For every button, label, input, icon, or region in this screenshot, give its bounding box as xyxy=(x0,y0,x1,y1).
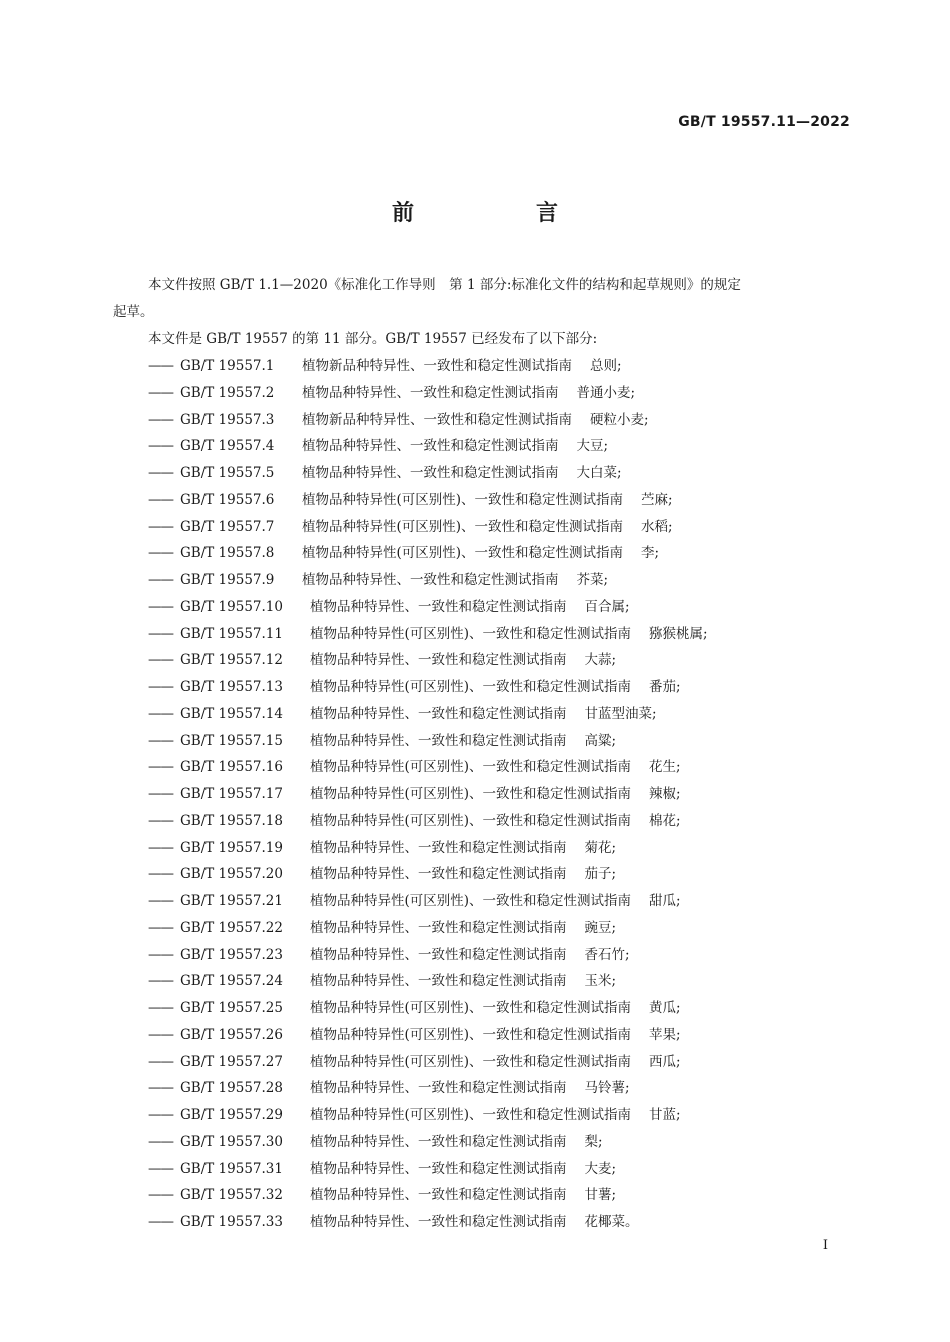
part-crop: 苹果; xyxy=(649,1026,681,1043)
list-dash: —— xyxy=(148,679,173,695)
part-title: 植物品种特异性、一致性和稳定性测试指南 xyxy=(310,705,567,722)
part-crop: 大蒜; xyxy=(584,652,617,669)
part-list-item xyxy=(148,1156,708,1183)
part-crop: 甘薯; xyxy=(584,1187,617,1204)
paragraph-line: 本文件按照 GB/T 1.1—2020《标准化工作导则 第 1 部分:标准化文件的结构和起草规则》的规定 xyxy=(148,277,741,293)
part-list-item xyxy=(148,433,708,460)
list-dash: —— xyxy=(148,1026,173,1043)
part-list-item xyxy=(148,353,708,380)
part-title: 植物品种特异性、一致性和稳定性测试指南 xyxy=(310,1187,567,1204)
part-code: GB/T 19557.27 xyxy=(180,1053,283,1070)
part-list-item xyxy=(148,728,708,755)
part-code: GB/T 19557.2 xyxy=(180,384,275,401)
part-list-item xyxy=(148,1209,708,1236)
part-title: 植物品种特异性、一致性和稳定性测试指南 xyxy=(310,919,567,936)
list-dash: —— xyxy=(148,625,173,642)
list-dash: —— xyxy=(148,866,173,883)
list-dash: —— xyxy=(148,919,173,936)
part-code: GB/T 19557.31 xyxy=(180,1160,283,1177)
part-list-item xyxy=(148,1129,708,1156)
part-list-item xyxy=(148,835,708,862)
part-crop: 水稻; xyxy=(641,518,673,535)
part-code: GB/T 19557.17 xyxy=(180,786,283,802)
part-code: GB/T 19557.25 xyxy=(180,1000,283,1016)
list-dash: —— xyxy=(148,946,173,963)
list-dash: —— xyxy=(148,732,173,749)
part-code: GB/T 19557.23 xyxy=(180,946,283,963)
part-code: GB/T 19557.18 xyxy=(180,812,283,829)
part-list-item xyxy=(148,1075,708,1102)
part-crop: 甘蓝; xyxy=(649,1107,681,1123)
part-list-item xyxy=(148,540,708,567)
part-code: GB/T 19557.8 xyxy=(180,545,275,562)
part-list-item xyxy=(148,995,708,1022)
part-code: GB/T 19557.13 xyxy=(180,679,283,695)
list-dash: —— xyxy=(148,384,173,401)
part-title: 植物品种特异性(可区别性)、一致性和稳定性测试指南 xyxy=(310,625,632,642)
paragraph-line: 起草。 xyxy=(113,303,154,320)
part-list-item xyxy=(148,942,708,969)
part-list-item xyxy=(148,915,708,942)
part-title: 植物品种特异性(可区别性)、一致性和稳定性测试指南 xyxy=(310,1026,632,1043)
list-dash: —— xyxy=(148,411,173,428)
part-code: GB/T 19557.3 xyxy=(180,411,275,428)
part-crop: 番茄; xyxy=(649,679,681,695)
part-crop: 马铃薯; xyxy=(584,1080,630,1097)
part-list-item xyxy=(148,647,708,674)
list-dash: —— xyxy=(148,705,173,722)
part-code: GB/T 19557.14 xyxy=(180,705,283,722)
list-dash: —— xyxy=(148,652,173,669)
part-list-item xyxy=(148,674,708,701)
part-code: GB/T 19557.24 xyxy=(180,973,283,990)
part-title: 植物品种特异性、一致性和稳定性测试指南 xyxy=(302,384,559,401)
part-title: 植物品种特异性、一致性和稳定性测试指南 xyxy=(310,839,567,856)
part-list-item xyxy=(148,567,708,594)
page-number: I xyxy=(822,1238,828,1253)
part-title: 植物品种特异性、一致性和稳定性测试指南 xyxy=(310,652,567,669)
part-title: 植物品种特异性、一致性和稳定性测试指南 xyxy=(310,1133,567,1150)
part-list-item xyxy=(148,621,708,648)
list-dash: —— xyxy=(148,1080,173,1097)
part-code: GB/T 19557.30 xyxy=(180,1133,283,1150)
part-code: GB/T 19557.29 xyxy=(180,1107,283,1123)
part-title: 植物品种特异性(可区别性)、一致性和稳定性测试指南 xyxy=(302,518,624,535)
part-code: GB/T 19557.28 xyxy=(180,1080,283,1097)
parts-list xyxy=(148,353,708,1236)
part-title: 植物品种特异性(可区别性)、一致性和稳定性测试指南 xyxy=(310,1000,632,1016)
part-crop: 梨; xyxy=(584,1133,603,1150)
list-dash: —— xyxy=(148,1053,173,1070)
part-title: 植物品种特异性(可区别性)、一致性和稳定性测试指南 xyxy=(310,1053,632,1070)
part-crop: 辣椒; xyxy=(649,786,681,802)
list-dash: —— xyxy=(148,1214,173,1230)
part-title: 植物品种特异性、一致性和稳定性测试指南 xyxy=(310,1080,567,1097)
list-dash: —— xyxy=(148,1187,173,1204)
list-dash: —— xyxy=(148,812,173,829)
list-dash: —— xyxy=(148,786,173,802)
paragraph-drafting-rules xyxy=(113,272,851,325)
part-code: GB/T 19557.12 xyxy=(180,652,283,669)
list-dash: —— xyxy=(148,1160,173,1177)
part-crop: 玉米; xyxy=(584,973,617,990)
part-crop: 香石竹; xyxy=(584,946,630,963)
part-list-item xyxy=(148,754,708,781)
list-dash: —— xyxy=(148,1133,173,1150)
part-title: 植物品种特异性、一致性和稳定性测试指南 xyxy=(310,946,567,963)
part-title: 植物新品种特异性、一致性和稳定性测试指南 xyxy=(302,358,572,374)
part-crop: 花生; xyxy=(649,759,681,776)
standard-code: GB/T 19557.11—2022 xyxy=(678,114,850,130)
list-dash: —— xyxy=(148,973,173,990)
part-title: 植物新品种特异性、一致性和稳定性测试指南 xyxy=(302,411,572,428)
part-code: GB/T 19557.22 xyxy=(180,919,283,936)
part-code: GB/T 19557.21 xyxy=(180,893,283,909)
list-dash: —— xyxy=(148,759,173,776)
part-code: GB/T 19557.19 xyxy=(180,839,283,856)
part-crop: 菊花; xyxy=(584,839,617,856)
part-code: GB/T 19557.4 xyxy=(180,438,275,455)
part-code: GB/T 19557.16 xyxy=(180,759,283,776)
part-crop: 高粱; xyxy=(584,732,617,749)
part-crop: 李; xyxy=(641,545,660,562)
part-code: GB/T 19557.15 xyxy=(180,732,283,749)
list-dash: —— xyxy=(148,491,173,508)
list-dash: —— xyxy=(148,893,173,909)
page-title: 前 言 xyxy=(391,201,608,226)
part-code: GB/T 19557.1 xyxy=(180,358,275,374)
part-list-item xyxy=(148,594,708,621)
part-title: 植物品种特异性、一致性和稳定性测试指南 xyxy=(310,973,567,990)
part-crop: 芥菜; xyxy=(576,572,609,588)
part-title: 植物品种特异性(可区别性)、一致性和稳定性测试指南 xyxy=(302,491,624,508)
part-title: 植物品种特异性(可区别性)、一致性和稳定性测试指南 xyxy=(310,679,632,695)
part-crop: 花椰菜。 xyxy=(584,1214,639,1230)
part-title: 植物品种特异性、一致性和稳定性测试指南 xyxy=(302,438,559,455)
part-title: 植物品种特异性、一致性和稳定性测试指南 xyxy=(310,1160,567,1177)
part-list-item xyxy=(148,861,708,888)
list-dash: —— xyxy=(148,1107,173,1123)
part-code: GB/T 19557.5 xyxy=(180,465,275,481)
part-code: GB/T 19557.11 xyxy=(180,625,283,642)
part-title: 植物品种特异性(可区别性)、一致性和稳定性测试指南 xyxy=(310,759,632,776)
part-crop: 茄子; xyxy=(584,866,617,883)
part-crop: 硬粒小麦; xyxy=(590,411,649,428)
part-code: GB/T 19557.9 xyxy=(180,572,275,588)
paragraph-parts-intro: 本文件是 GB/T 19557 的第 11 部分。GB/T 19557 已经发布了以下部分: xyxy=(148,331,598,347)
part-title: 植物品种特异性(可区别性)、一致性和稳定性测试指南 xyxy=(310,812,632,829)
part-list-item xyxy=(148,1182,708,1209)
list-dash: —— xyxy=(148,358,173,374)
part-title: 植物品种特异性(可区别性)、一致性和稳定性测试指南 xyxy=(310,893,632,909)
part-code: GB/T 19557.6 xyxy=(180,491,275,508)
part-title: 植物品种特异性、一致性和稳定性测试指南 xyxy=(310,1214,567,1230)
part-list-item xyxy=(148,781,708,808)
part-list-item xyxy=(148,1102,708,1129)
list-dash: —— xyxy=(148,598,173,615)
part-crop: 猕猴桃属; xyxy=(649,625,708,642)
part-crop: 大白菜; xyxy=(576,465,622,481)
part-title: 植物品种特异性、一致性和稳定性测试指南 xyxy=(310,866,567,883)
part-list-item xyxy=(148,380,708,407)
part-list-item xyxy=(148,407,708,434)
part-crop: 西瓜; xyxy=(649,1053,681,1070)
list-dash: —— xyxy=(148,465,173,481)
part-crop: 总则; xyxy=(590,358,622,374)
part-title: 植物品种特异性、一致性和稳定性测试指南 xyxy=(310,732,567,749)
list-dash: —— xyxy=(148,1000,173,1016)
part-code: GB/T 19557.32 xyxy=(180,1187,283,1204)
part-list-item xyxy=(148,514,708,541)
part-title: 植物品种特异性、一致性和稳定性测试指南 xyxy=(302,465,559,481)
part-crop: 苎麻; xyxy=(641,491,673,508)
part-list-item xyxy=(148,487,708,514)
part-crop: 甘蓝型油菜; xyxy=(584,705,657,722)
part-list-item xyxy=(148,888,708,915)
part-code: GB/T 19557.7 xyxy=(180,518,275,535)
part-crop: 棉花; xyxy=(649,812,681,829)
part-list-item xyxy=(148,1022,708,1049)
part-code: GB/T 19557.20 xyxy=(180,866,283,883)
part-title: 植物品种特异性、一致性和稳定性测试指南 xyxy=(310,598,567,615)
part-code: GB/T 19557.33 xyxy=(180,1214,283,1230)
part-crop: 大豆; xyxy=(576,438,609,455)
part-list-item xyxy=(148,701,708,728)
part-list-item xyxy=(148,1049,708,1076)
part-crop: 黄瓜; xyxy=(649,1000,681,1016)
list-dash: —— xyxy=(148,518,173,535)
part-code: GB/T 19557.26 xyxy=(180,1026,283,1043)
part-title: 植物品种特异性(可区别性)、一致性和稳定性测试指南 xyxy=(310,786,632,802)
part-crop: 豌豆; xyxy=(584,919,617,936)
list-dash: —— xyxy=(148,839,173,856)
part-list-item xyxy=(148,968,708,995)
part-title: 植物品种特异性(可区别性)、一致性和稳定性测试指南 xyxy=(310,1107,632,1123)
part-title: 植物品种特异性、一致性和稳定性测试指南 xyxy=(302,572,559,588)
list-dash: —— xyxy=(148,438,173,455)
part-title: 植物品种特异性(可区别性)、一致性和稳定性测试指南 xyxy=(302,545,624,562)
part-crop: 普通小麦; xyxy=(576,384,636,401)
list-dash: —— xyxy=(148,572,173,588)
part-crop: 百合属; xyxy=(584,598,630,615)
part-crop: 甜瓜; xyxy=(649,893,681,909)
part-list-item xyxy=(148,460,708,487)
part-list-item xyxy=(148,808,708,835)
part-code: GB/T 19557.10 xyxy=(180,598,283,615)
part-crop: 大麦; xyxy=(584,1160,617,1177)
list-dash: —— xyxy=(148,545,173,562)
